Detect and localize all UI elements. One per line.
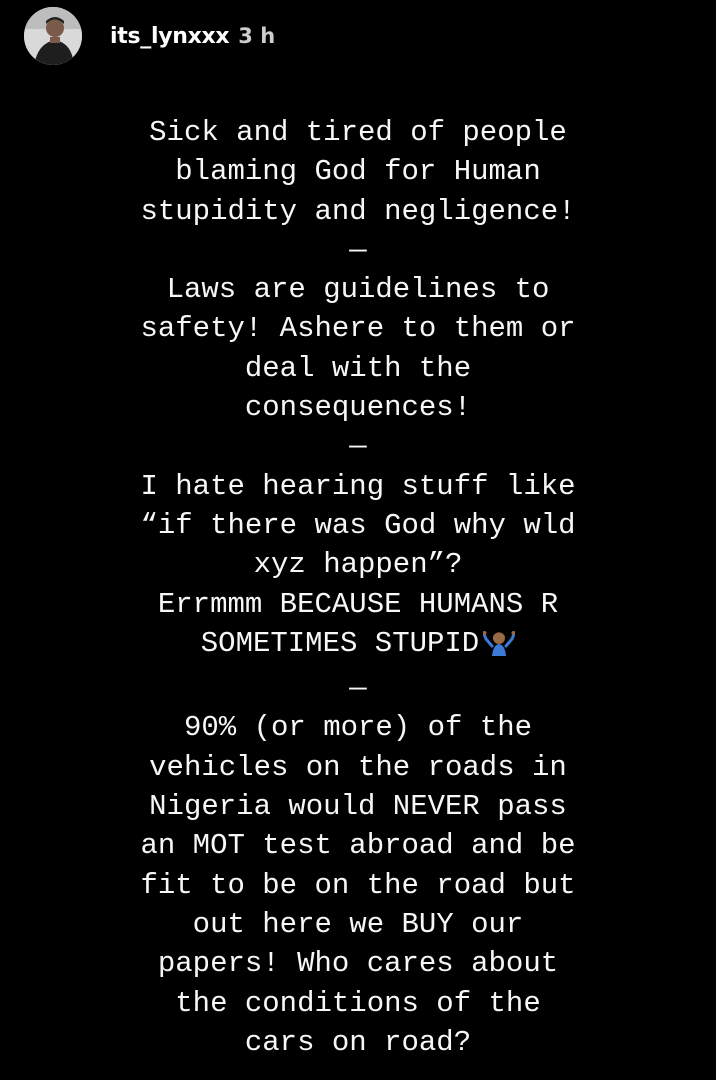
story-line: stupidity and negligence!: [140, 194, 576, 228]
profile-avatar-icon: [24, 7, 82, 65]
story-line: Laws are guidelines to: [166, 273, 550, 307]
story-line: xyz happen”?: [253, 548, 463, 582]
story-line: Sick and tired of people: [149, 116, 567, 149]
story-divider: —: [349, 430, 367, 464]
username[interactable]: its_lynxxx: [110, 23, 230, 49]
story-line: safety! Ashere to them or: [140, 312, 576, 346]
story-line: deal with the: [244, 351, 472, 385]
story-line: Errmmm BECAUSE HUMANS R: [157, 587, 559, 621]
story-divider: —: [349, 672, 367, 706]
story-line: cars on road?: [244, 1025, 472, 1059]
story-line-text: SOMETIMES STUPID: [200, 626, 480, 660]
story-line: the conditions of the: [175, 986, 541, 1020]
post-time: 3 h: [238, 24, 276, 48]
story-line: 90% (or more) of the: [183, 711, 533, 745]
story-header: [24, 6, 275, 66]
story-line: “if there was God why wld: [140, 508, 576, 542]
story-line: fit to be on the road but: [140, 868, 576, 902]
story-line: out here we BUY our: [192, 907, 524, 941]
story-line: consequences!: [244, 391, 472, 425]
story-line: an MOT test abroad and be: [140, 829, 576, 863]
person-shrugging-emoji-icon: [483, 625, 515, 669]
story-line: I hate hearing stuff like: [140, 469, 576, 503]
story-line: papers! Who cares about: [157, 947, 559, 981]
story-text: [70, 113, 646, 1062]
story-line: vehicles on the roads in: [149, 750, 567, 784]
avatar[interactable]: [24, 7, 82, 65]
story-line: blaming God for Human: [175, 155, 541, 189]
story-divider: —: [349, 233, 367, 267]
story-line-with-emoji: [70, 624, 646, 669]
story-line: Nigeria would NEVER pass: [149, 790, 567, 824]
